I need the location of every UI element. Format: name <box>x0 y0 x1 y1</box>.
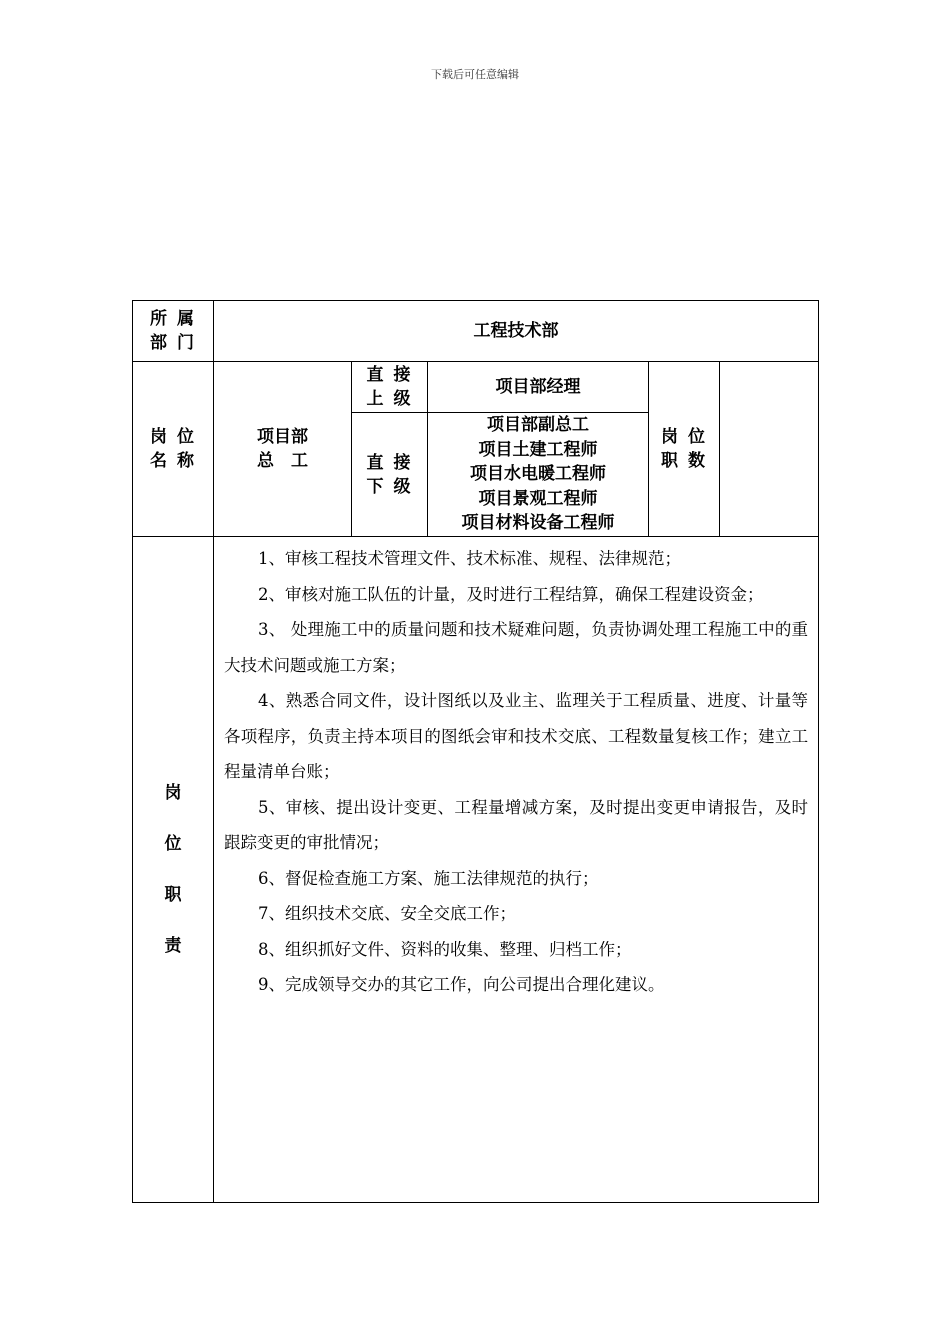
duty-item: 7、组织技术交底、安全交底工作； <box>258 904 516 923</box>
duty-item: 9、完成领导交办的其它工作，向公司提出合理化建议。 <box>258 975 665 994</box>
subordinate-item: 项目土建工程师 <box>478 439 598 460</box>
duty-item: 4、熟悉合同文件，设计图纸以及业主、监理关于工程质量、进度、计量等各项程序，负责主持本项目的图纸会审和技术交底、工程数量复核工作；建立工程量清单台账； <box>224 691 809 781</box>
subordinate-item: 项目部副总工 <box>487 415 589 436</box>
dept-label: 所 属 部 门 <box>133 301 214 362</box>
subordinate-list <box>428 413 649 537</box>
dept-value: 工程技术部 <box>214 301 819 362</box>
duty-item: 1、审核工程技术管理文件、技术标准、规程、法律规范； <box>258 549 681 568</box>
job-description-table <box>132 300 819 1203</box>
subordinate-label: 直 接 下 级 <box>352 413 428 537</box>
superior-value: 项目部经理 <box>428 362 649 413</box>
duties-content <box>214 537 819 1203</box>
duty-item: 2、审核对施工队伍的计量，及时进行工程结算，确保工程建设资金； <box>258 584 764 604</box>
duty-item: 8、组织抓好文件、资料的收集、整理、归档工作； <box>258 939 632 959</box>
count-label: 岗 位 职 数 <box>649 362 720 537</box>
subordinate-item: 项目景观工程师 <box>478 488 598 509</box>
duty-item: 6、督促检查施工方案、施工法律规范的执行； <box>258 868 599 888</box>
superior-label: 直 接 上 级 <box>352 362 428 413</box>
post-label: 岗 位 名 称 <box>133 362 214 537</box>
subordinate-item: 项目水电暖工程师 <box>470 464 606 485</box>
duty-item: 3、 处理施工中的质量问题和技术疑难问题，负责协调处理工程施工中的重大技术问题或施工方案； <box>224 620 809 675</box>
header-note: 下载后可任意编辑 <box>431 68 519 81</box>
post-value: 项目部 总 工 <box>214 362 352 537</box>
count-value <box>720 362 819 537</box>
duty-item: 5、审核、提出设计变更、工程量增减方案，及时提出变更申请报告，及时跟踪变更的审批情况； <box>224 797 809 852</box>
subordinate-item: 项目材料设备工程师 <box>461 513 615 534</box>
duties-label: 岗 位 职 责 <box>133 537 214 1203</box>
